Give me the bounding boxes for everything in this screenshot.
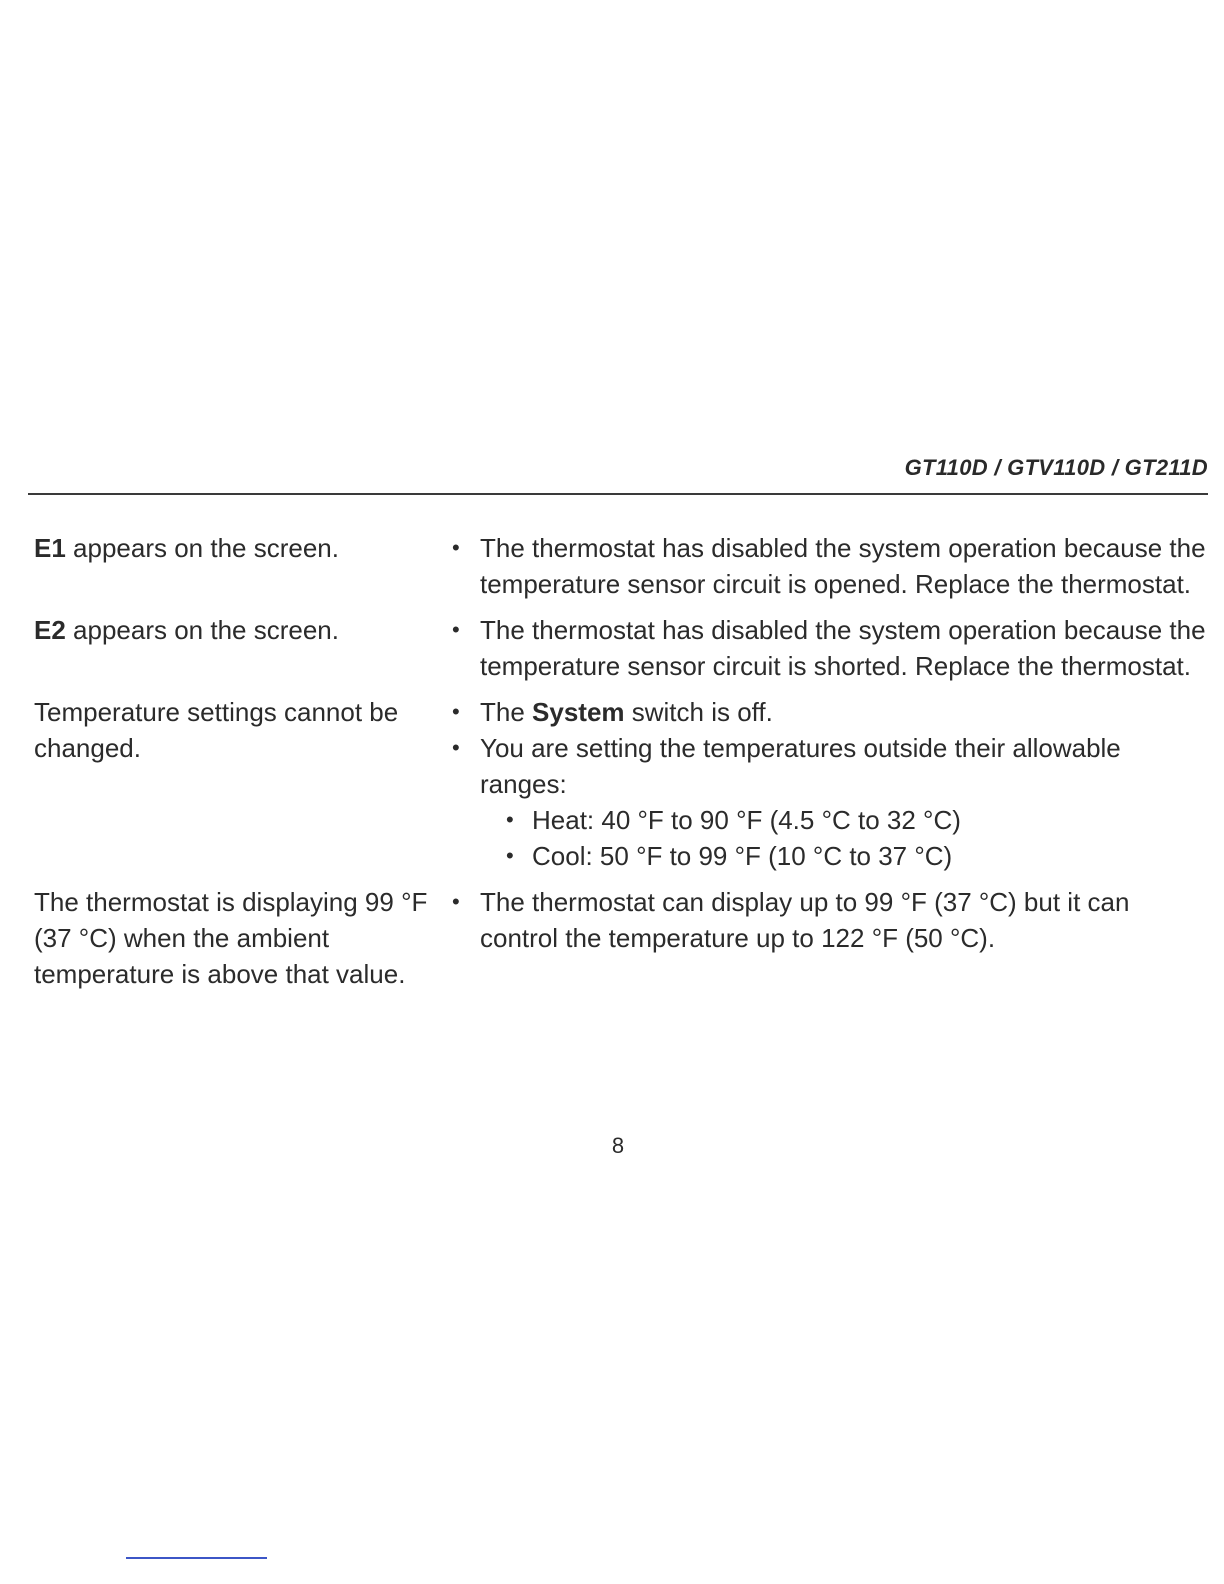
cause-list: [448, 694, 1214, 874]
troubleshooting-row-e1: [34, 530, 1214, 602]
cause-list: [448, 530, 1214, 602]
cause-text: The: [480, 697, 533, 727]
cause-item-ranges: [448, 730, 1214, 874]
troubleshooting-row-e2: [34, 612, 1214, 684]
error-code: E1: [34, 533, 66, 563]
cause-item: • The thermostat can display up to 99 °F (37 °C) but it can control the temperature up to 122 °F (50 °C).: [448, 884, 1214, 956]
range-list: [480, 802, 1214, 874]
cause-text: switch is off.: [624, 697, 773, 727]
range-item-cool: • Cool: 50 °F to 99 °F (10 °C to 37 °C): [480, 838, 1214, 874]
cause-list: [448, 884, 1214, 956]
document-header-title: GT110D / GTV110D / GT211D: [904, 455, 1208, 480]
cause-list: [448, 612, 1214, 684]
error-code: E2: [34, 615, 66, 645]
symptom-text: appears on the screen.: [65, 615, 339, 645]
symptom-text: Temperature settings cannot be changed.: [34, 697, 399, 763]
system-switch-term: System: [532, 697, 625, 727]
cause-item-system-switch: [448, 694, 1214, 730]
symptom-cell: [34, 530, 448, 566]
cause-item: • The thermostat has disabled the system operation because the temperature sensor circuit is opened. Replace the thermostat.: [448, 530, 1214, 602]
range-item-heat: • Heat: 40 °F to 90 °F (4.5 °C to 32 °C): [480, 802, 1214, 838]
cause-item: • The thermostat has disabled the system operation because the temperature sensor circuit is shorted. Replace the thermostat.: [448, 612, 1214, 684]
symptom-text: The thermostat is displaying 99 °F (37 °C) when the ambient temperature is above that value.: [34, 887, 428, 989]
cause-text: You are setting the temperatures outside their allowable ranges:: [480, 733, 1121, 799]
troubleshooting-row-settings: [34, 694, 1214, 874]
page-number: 8: [611, 1133, 625, 1158]
troubleshooting-row-display: [34, 884, 1214, 992]
symptom-text: appears on the screen.: [65, 533, 339, 563]
footer-link-underline: [126, 1557, 267, 1559]
troubleshooting-table: [34, 530, 1214, 992]
symptom-cell: [34, 612, 448, 648]
header-divider: [28, 493, 1208, 495]
